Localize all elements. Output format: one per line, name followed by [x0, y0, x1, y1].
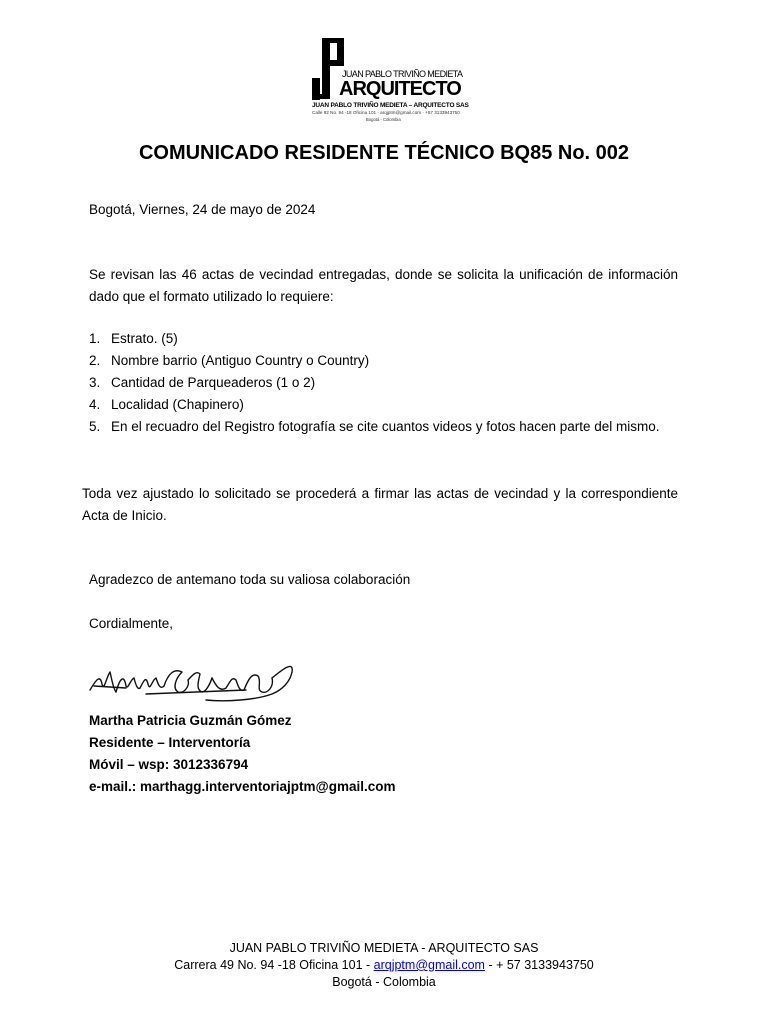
list-item — [89, 394, 660, 416]
logo-company-line: JUAN PABLO TRIVIÑO MEDIETA – ARQUITECTO SAS — [312, 102, 469, 109]
signer-role: Residente – Interventoría — [89, 735, 251, 750]
signature-block — [89, 710, 395, 798]
list-text: Nombre barrio (Antiguo Country o Country) — [111, 353, 370, 368]
list-number: 5. — [89, 419, 101, 434]
salutation: Cordialmente, — [89, 616, 174, 631]
footer-address — [0, 957, 768, 974]
signer-name: Martha Patricia Guzmán Gómez — [89, 713, 292, 728]
signer-email: e-mail.: marthagg.interventoriajptm@gmail.com — [89, 779, 396, 794]
closing-paragraph — [82, 483, 678, 527]
logo-city-line: Bogotá - Colombia — [366, 117, 401, 122]
list-text: Estrato. (5) — [111, 331, 178, 346]
signer-phone: Móvil – wsp: 3012336794 — [89, 757, 249, 772]
list-item — [89, 372, 660, 394]
list-text: Localidad (Chapinero) — [111, 397, 244, 412]
footer-city: Bogotá - Colombia — [332, 975, 436, 989]
list-item — [89, 328, 660, 350]
list-number: 4. — [89, 397, 101, 412]
list-number: 3. — [89, 375, 101, 390]
list-text: Cantidad de Parqueaderos (1 o 2) — [111, 375, 316, 390]
thanks-line: Agradezco de antemano toda su valiosa colaboración — [89, 572, 411, 587]
footer-email-link[interactable]: arqjptm@gmail.com — [373, 958, 485, 972]
list-text: En el recuadro del Registro fotografía se cite cuantos videos y fotos hacen parte del mismo. — [111, 419, 660, 434]
list-number: 2. — [89, 353, 101, 368]
footer-phone: - + 57 3133943750 — [484, 958, 594, 972]
handwritten-signature-icon — [86, 650, 301, 710]
logo-name-small: JUAN PABLO TRIVIÑO MEDIETA — [342, 69, 463, 79]
logo-name-big: ARQUITECTO — [339, 78, 461, 100]
intro-paragraph — [89, 264, 678, 308]
intro-line-1: Se revisan las 46 actas de vecindad entregadas, donde se solicita la unificación de información — [89, 267, 678, 282]
company-logo — [310, 36, 470, 126]
closing-line-1: Toda vez ajustado lo solicitado se procederá a firmar las actas de vecindad y la correspondiente — [82, 486, 678, 501]
list-item — [89, 416, 660, 438]
date-line: Bogotá, Viernes, 24 de mayo de 2024 — [89, 202, 316, 217]
list-number: 1. — [89, 331, 101, 346]
intro-line-2: dado que el formato utilizado lo requiere: — [89, 289, 334, 304]
footer-address-prefix: Carrera 49 No. 94 -18 Oficina 101 - — [174, 958, 374, 972]
closing-line-2: Acta de Inicio. — [82, 508, 167, 523]
logo-address-line: Calle 92 No. 94 -18 Oficina 101 · arqjptm@gmail.com · +57 3133943750 — [312, 110, 460, 115]
document-title: COMUNICADO RESIDENTE TÉCNICO BQ85 No. 002 — [138, 142, 630, 164]
page-footer — [0, 940, 768, 991]
list-item — [89, 350, 660, 372]
requirements-list — [89, 328, 660, 438]
footer-company: JUAN PABLO TRIVIÑO MEDIETA - ARQUITECTO SAS — [229, 941, 539, 955]
